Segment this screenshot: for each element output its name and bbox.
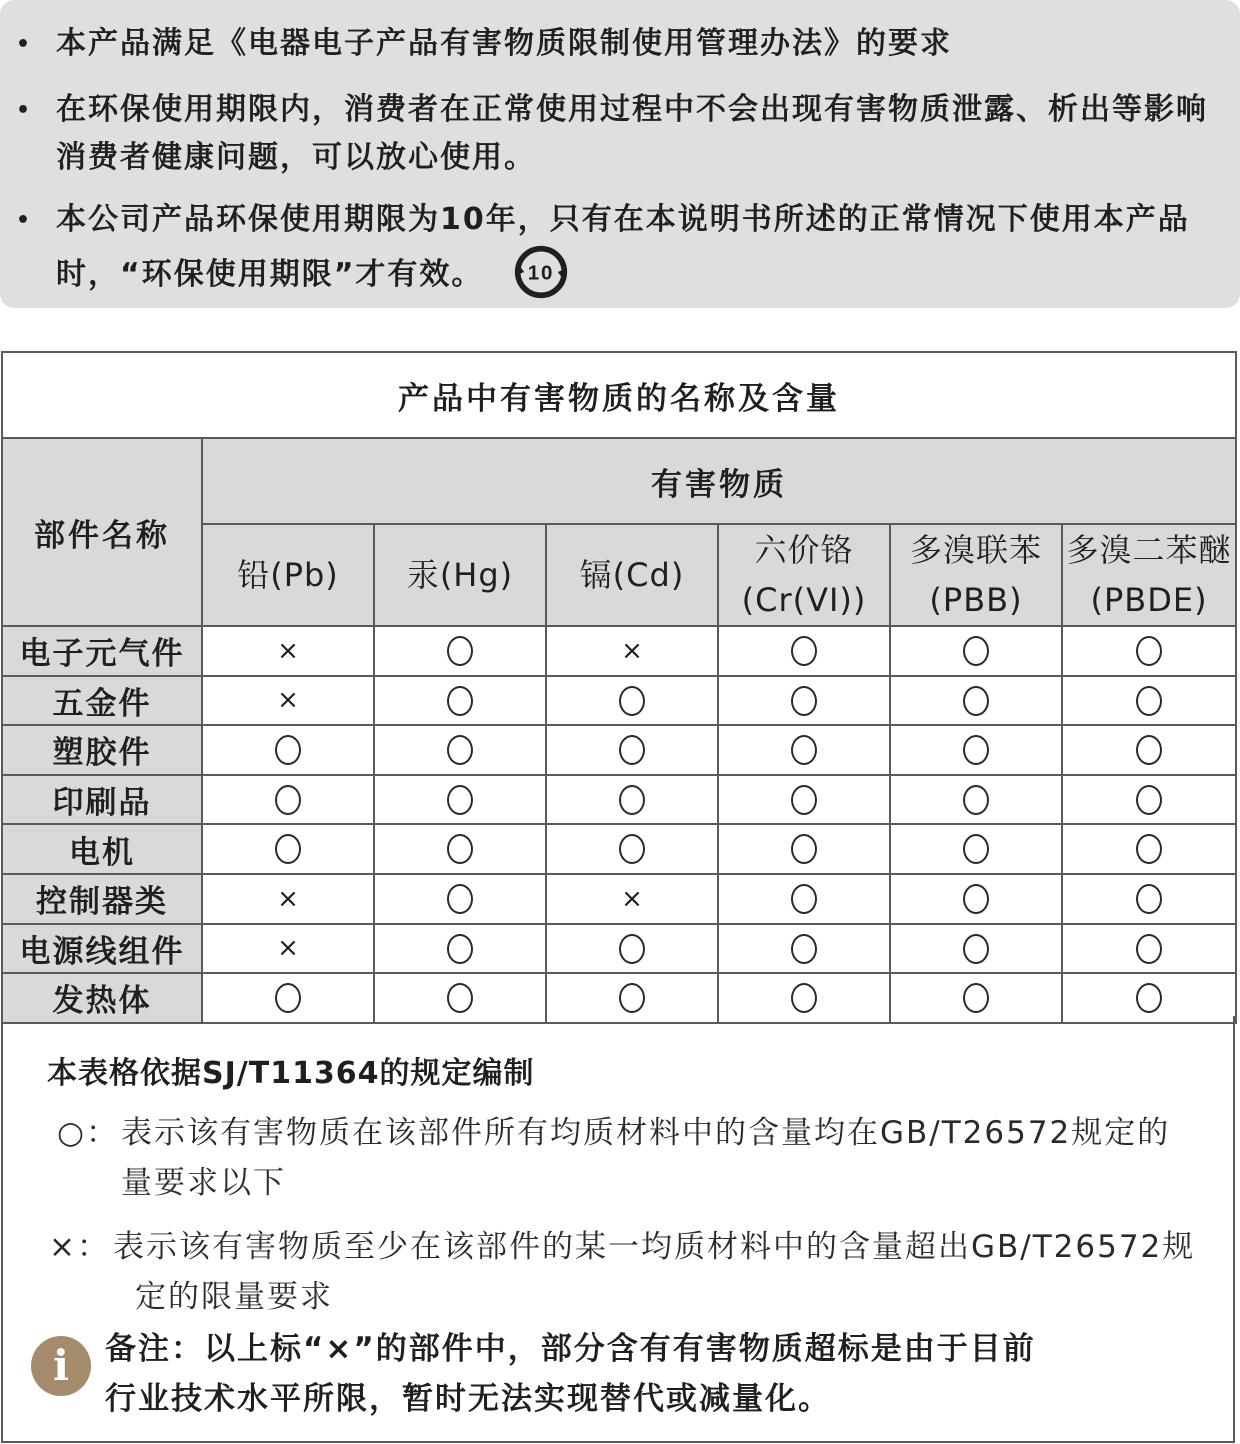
column-header-line2: (PBB): [929, 581, 1023, 619]
remark-line1: 备注：以上标“×”的部件中，部分含有有害物质超标是由于目前: [105, 1331, 1036, 1367]
exceeds-cross-mark: ×: [277, 933, 299, 964]
compliant-circle-icon: [963, 983, 989, 1013]
compliant-circle-icon: [1136, 834, 1162, 864]
compliant-circle-icon: [791, 636, 817, 666]
legend-x: [49, 1222, 1229, 1322]
compliance-cell: [1062, 874, 1236, 924]
compliant-circle-icon: [1136, 686, 1162, 716]
compliance-cell: [890, 676, 1062, 726]
compliant-circle-icon: [619, 785, 645, 815]
compliant-circle-icon: [619, 686, 645, 716]
substance-column-header: [202, 524, 374, 626]
compliance-cell: [890, 874, 1062, 924]
compliant-circle-icon: [1136, 636, 1162, 666]
column-header-line1: 多溴二苯醚: [1066, 531, 1232, 569]
compliant-circle-icon: [1136, 735, 1162, 765]
bullet-dot: •: [16, 208, 31, 233]
info-icon: i: [31, 1336, 91, 1396]
compliant-circle-icon: [275, 983, 301, 1013]
compliance-cell: [1062, 924, 1236, 974]
compliance-cell: [546, 626, 718, 676]
compliant-circle-icon: [447, 735, 473, 765]
part-name: 电源线组件: [2, 924, 202, 974]
compliance-cell: [718, 824, 890, 874]
substance-column-header: [718, 524, 890, 626]
compliant-circle-icon: [963, 636, 989, 666]
column-header-line2: (PBDE): [1090, 581, 1208, 619]
eco-period-10-icon: [513, 244, 569, 300]
compliance-cell: [890, 824, 1062, 874]
compliance-cell: [546, 775, 718, 825]
compliance-cell: [890, 626, 1062, 676]
table-row: [2, 676, 1236, 726]
legend-x-symbol: ×：: [49, 1229, 110, 1265]
substance-column-header: [546, 524, 718, 626]
compliance-cell: [546, 874, 718, 924]
compliance-cell: [546, 676, 718, 726]
compliance-cell: [546, 924, 718, 974]
remark-line2: 行业技术水平所限，暂时无法实现替代或减量化。: [105, 1381, 831, 1417]
compliant-circle-icon: [275, 735, 301, 765]
part-name: 塑胶件: [2, 725, 202, 775]
compliant-circle-icon: [447, 636, 473, 666]
substance-column-header: [890, 524, 1062, 626]
compliant-circle-icon: [963, 735, 989, 765]
compliant-circle-icon: [447, 686, 473, 716]
compliant-circle-icon: [275, 834, 301, 864]
compliant-circle-icon: [619, 735, 645, 765]
part-name: 五金件: [2, 676, 202, 726]
compliance-cell: [718, 626, 890, 676]
compliance-cell: [718, 725, 890, 775]
compliant-circle-icon: [619, 983, 645, 1013]
compliance-cell: [1062, 626, 1236, 676]
exceeds-cross-mark: ×: [277, 883, 299, 914]
compliant-circle-icon: [1136, 785, 1162, 815]
compliant-circle-icon: [447, 983, 473, 1013]
column-header-line1: 铅(Pb): [237, 556, 339, 594]
part-name: 控制器类: [2, 874, 202, 924]
compliance-cell: [202, 924, 374, 974]
compliant-circle-icon: [963, 934, 989, 964]
substance-header: 有害物质: [202, 438, 1236, 524]
compliance-cell: [546, 725, 718, 775]
table-row: [2, 874, 1236, 924]
compliance-cell: [1062, 775, 1236, 825]
compliant-circle-icon: [1136, 884, 1162, 914]
compliant-circle-icon: [791, 934, 817, 964]
compliant-circle-icon: [447, 934, 473, 964]
compliant-circle-icon: [275, 785, 301, 815]
substance-column-header: [374, 524, 546, 626]
compliance-cell: [718, 775, 890, 825]
compliance-cell: [202, 775, 374, 825]
compliance-cell: [202, 824, 374, 874]
compliance-cell: [1062, 725, 1236, 775]
compliance-cell: [1062, 824, 1236, 874]
bullet-dot: •: [16, 98, 31, 123]
compliance-cell: [546, 824, 718, 874]
compliant-circle-icon: [791, 983, 817, 1013]
column-header-line1: 多溴联苯: [909, 531, 1042, 569]
part-name-header: 部件名称: [2, 438, 202, 626]
compliance-cell: [718, 676, 890, 726]
compliant-circle-icon: [791, 884, 817, 914]
compliant-circle-icon: [963, 834, 989, 864]
compliance-cell: [890, 775, 1062, 825]
badge-number: 10: [528, 261, 555, 285]
compliance-cell: [374, 676, 546, 726]
remark: [105, 1324, 1215, 1424]
standard-reference: 本表格依据SJ/T11364的规定编制: [47, 1056, 535, 1091]
part-name: 电机: [2, 824, 202, 874]
part-name: 印刷品: [2, 775, 202, 825]
compliance-cell: [202, 676, 374, 726]
legend-x-line1: 表示该有害物质至少在该部件的某一均质材料中的含量超出GB/T26572规: [113, 1229, 1196, 1265]
compliance-cell: [202, 725, 374, 775]
compliance-cell: [374, 824, 546, 874]
compliant-circle-icon: [1136, 983, 1162, 1013]
compliance-cell: [202, 626, 374, 676]
column-header-line1: 镉(Cd): [579, 556, 685, 594]
legend-o-symbol: ○：: [57, 1115, 120, 1151]
compliance-cell: [374, 924, 546, 974]
compliant-circle-icon: [791, 735, 817, 765]
compliant-circle-icon: [447, 884, 473, 914]
part-name: 发热体: [2, 973, 202, 1023]
table-title: 产品中有害物质的名称及含量: [2, 352, 1236, 438]
substance-column-header: [1062, 524, 1236, 626]
compliant-circle-icon: [447, 834, 473, 864]
compliant-circle-icon: [963, 884, 989, 914]
exceeds-cross-mark: ×: [277, 685, 299, 716]
compliant-circle-icon: [447, 785, 473, 815]
exceeds-cross-mark: ×: [621, 635, 643, 666]
notice-text-content: 本公司产品环保使用期限为10年，只有在本说明书所述的正常情况下使用本产品时，“环保使用期限”才有效。: [56, 202, 1190, 292]
legend-o-line1: 表示该有害物质在该部件所有均质材料中的含量均在GB/T26572规定的: [121, 1115, 1171, 1151]
compliant-circle-icon: [619, 834, 645, 864]
exceeds-cross-mark: ×: [621, 883, 643, 914]
compliance-cell: [890, 924, 1062, 974]
table-row: [2, 775, 1236, 825]
notice-text: 在环保使用期限内，消费者在正常使用过程中不会出现有害物质泄露、析出等影响消费者健康问题，可以放心使用。: [56, 92, 1208, 175]
hazard-table: [1, 351, 1237, 1024]
table-row: [2, 626, 1236, 676]
column-header-line1: 汞(Hg): [406, 556, 514, 594]
compliance-cell: [374, 874, 546, 924]
footer-notes: [1, 1016, 1235, 1443]
table-row: [2, 725, 1236, 775]
compliance-cell: [1062, 676, 1236, 726]
column-header-line1: 六价铬: [754, 531, 854, 569]
notice-text: [56, 196, 1216, 300]
legend-o-line2: 量要求以下: [121, 1165, 286, 1201]
compliance-cell: [718, 924, 890, 974]
compliant-circle-icon: [1136, 934, 1162, 964]
compliance-cell: [374, 725, 546, 775]
bullet-dot: •: [16, 32, 31, 57]
compliant-circle-icon: [963, 785, 989, 815]
compliance-cell: [374, 626, 546, 676]
notice-text: 本产品满足《电器电子产品有害物质限制使用管理办法》的要求: [56, 26, 952, 61]
legend-o: [57, 1108, 1217, 1208]
column-header-line2: (Cr(VI)): [741, 581, 867, 619]
compliant-circle-icon: [963, 686, 989, 716]
compliant-circle-icon: [791, 686, 817, 716]
part-name: 电子元气件: [2, 626, 202, 676]
compliant-circle-icon: [619, 934, 645, 964]
compliance-cell: [718, 874, 890, 924]
table-row: [2, 924, 1236, 974]
compliance-cell: [202, 874, 374, 924]
compliance-cell: [374, 775, 546, 825]
compliant-circle-icon: [791, 834, 817, 864]
compliant-circle-icon: [791, 785, 817, 815]
table-row: [2, 824, 1236, 874]
exceeds-cross-mark: ×: [277, 635, 299, 666]
legend-x-line2: 定的限量要求: [135, 1279, 333, 1315]
compliance-cell: [890, 725, 1062, 775]
notice-box: [0, 0, 1240, 308]
